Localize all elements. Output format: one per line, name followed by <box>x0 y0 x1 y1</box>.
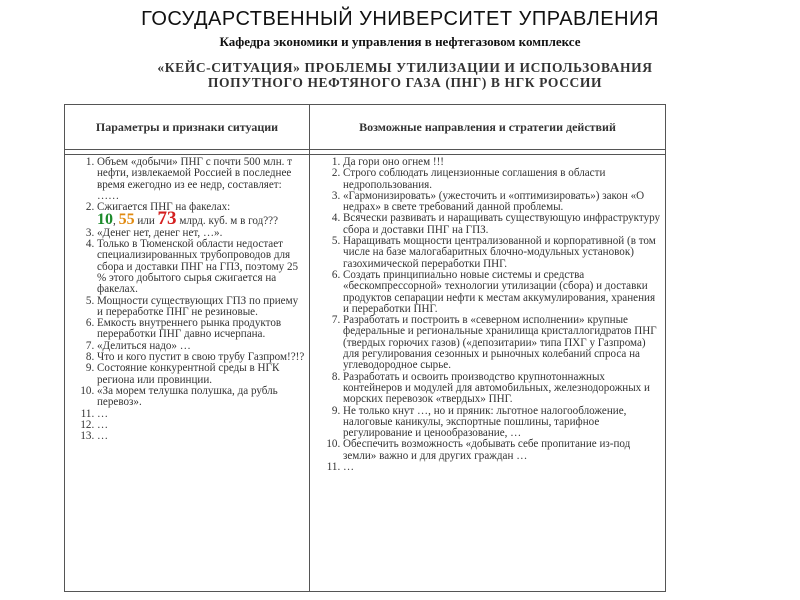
parameter-item-7: 7. «Делиться надо» … <box>97 341 305 352</box>
flaring-suffix: млрд. куб. м в год??? <box>179 215 279 228</box>
parameters-column <box>69 157 305 442</box>
parameter-item-3: 3. «Денег нет, денег нет, …». <box>97 228 305 239</box>
header-strategies: Возможные направления и стратегии действий <box>359 119 616 134</box>
strategy-item-10: 10. Обеспечить возможность «добывать себе пропитание из-под земли» важно и для других граждан … <box>343 439 661 462</box>
flaring-value-3: 73 <box>157 208 177 230</box>
strategy-item-9: 9. Не только кнут …, но и пряник: льготное налогообложение, налоговые каникулы, экспортные пошлины, тарифное регулирование и ценообразование, … <box>343 406 661 440</box>
flaring-sep-2: или <box>137 215 155 228</box>
header-parameters: Параметры и признаки ситуации <box>95 119 279 134</box>
parameter-item-2 <box>97 202 305 228</box>
case-title-line-1: «КЕЙС-СИТУАЦИЯ» ПРОБЛЕМЫ УТИЛИЗАЦИИ И ИСПОЛЬЗОВАНИЯ <box>157 60 653 75</box>
strategy-item-5: 5. Наращивать мощности централизованной и корпоративной (в том числе на базе малогабаритных блочно-модульных установок) газохимической переработки ПНГ. <box>343 236 661 270</box>
strategy-item-7: 7. Разработать и построить в «северном исполнении» крупные федеральные и региональные хранилища кристаллогидратов ПНГ (твердых горючих газов) («депозитарии» типа ПХГ у Газпрома) для регулирования сезонных и рыночных колебаний спроса на углеводородное сырье. <box>343 315 661 371</box>
university-title: ГОСУДАРСТВЕННЫЙ УНИВЕРСИТЕТ УПРАВЛЕНИЯ <box>141 8 659 30</box>
parameter-item-12: 12. … <box>97 420 305 431</box>
flaring-label: Сжигается ПНГ на факелах: <box>97 201 231 214</box>
flaring-sep-1: , <box>113 215 116 228</box>
table-header-row <box>65 105 665 150</box>
department-subtitle: Кафедра экономики и управления в нефтегазовом комплексе <box>219 34 581 49</box>
case-title <box>60 60 750 90</box>
strategy-item-8: 8. Разработать и освоить производство крупнотоннажных контейнеров и модулей для автомобильных, железнодорожных и морских перевозок «твердых» ПНГ. <box>343 372 661 406</box>
parameter-item-4: 4. Только в Тюменской области недостает специализированных трубопроводов для сбора и доставки ПНГ на ГПЗ, поэтому 25 % этого добытого сырья сжигается на факелах. <box>97 239 305 295</box>
strategy-item-2: 2. Строго соблюдать лицензионные соглашения в области недропользования. <box>343 168 661 191</box>
parameter-item-11: 11. … <box>97 409 305 420</box>
table-spacer-row <box>65 150 665 155</box>
strategy-item-11: 11. … <box>343 462 661 473</box>
column-divider <box>309 105 310 591</box>
strategy-item-6: 6. Создать принципиально новые системы и средства «бескомпрессорной» технологии утилизации (сбора) и доставки продуктов сепарации нефти к местам аккумулирования, хранения и переработки ПНГ. <box>343 270 661 315</box>
parameter-item-13: 13. … <box>97 431 305 442</box>
parameter-item-8: 8. Что и кого пустит в свою трубу Газпром!?!? <box>97 352 305 363</box>
parameter-item-9: 9. Состояние конкурентной среды в НГК региона или провинции. <box>97 363 305 386</box>
strategies-column <box>315 157 661 473</box>
parameter-item-10: 10. «За морем телушка полушка, да рубль перевоз». <box>97 386 305 409</box>
parameter-item-5: 5. Мощности существующих ГПЗ по приему и переработке ПНГ не резиновые. <box>97 296 305 319</box>
flaring-value-1: 10 <box>97 211 113 229</box>
case-table <box>64 104 666 592</box>
strategy-item-1: 1. Да гори оно огнем !!! <box>343 157 661 168</box>
case-title-line-2: ПОПУТНОГО НЕФТЯНОГО ГАЗА (ПНГ) В НГК РОССИИ <box>207 75 603 90</box>
parameter-item-1: 1. Объем «добычи» ПНГ с почти 500 млн. т нефти, извлекаемой Россией в последнее время ежегодно из ее недр, составляет: …… <box>97 157 305 202</box>
strategy-item-3: 3. «Гармонизировать» (ужесточить и «оптимизировать») закон «О недрах» в свете требований данной проблемы. <box>343 191 661 214</box>
parameter-item-6: 6. Емкость внутреннего рынка продуктов переработки ПНГ давно исчерпана. <box>97 318 305 341</box>
strategy-item-4: 4. Всячески развивать и наращивать существующую инфраструктуру сбора и доставки ПНГ на ГПЗ. <box>343 213 661 236</box>
flaring-value-2: 55 <box>118 211 135 229</box>
